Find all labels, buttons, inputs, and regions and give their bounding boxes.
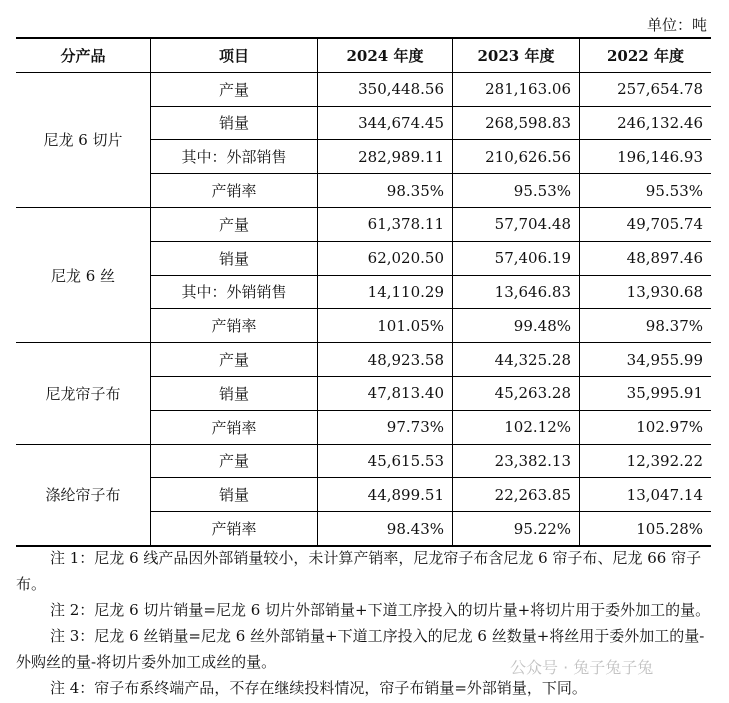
- table-row: [16, 444, 711, 478]
- item-cell: 销量: [151, 106, 318, 140]
- unit-label: 单位：吨: [646, 16, 707, 34]
- value-2024: 48,923.58: [318, 343, 453, 377]
- item-cell: 产量: [151, 444, 318, 478]
- value-2022: 196,146.93: [580, 140, 712, 174]
- value-2024: 47,813.40: [318, 376, 453, 410]
- note-1: 注 1：尼龙 6 线产品因外部销量较小，未计算产销率，尼龙帘子布含尼龙 6 帘子布、尼龙 66 帘子布。: [16, 549, 702, 593]
- value-2023: 13,646.83: [453, 275, 580, 309]
- header-item: 项目: [151, 38, 318, 72]
- value-2024: 282,989.11: [318, 140, 453, 174]
- value-2024: 14,110.29: [318, 275, 453, 309]
- table-row: [16, 207, 711, 241]
- value-2022: 95.53%: [580, 174, 712, 208]
- product-cell: 涤纶帘子布: [16, 444, 151, 546]
- value-2024: 61,378.11: [318, 207, 453, 241]
- header-2023: 2023 年度: [453, 38, 580, 72]
- item-cell: 产销率: [151, 309, 318, 343]
- note-4: 注 4：帘子布系终端产品，不存在继续投料情况，帘子布销量=外部销量，下同。: [50, 679, 587, 697]
- item-cell: 产量: [151, 207, 318, 241]
- value-2024: 350,448.56: [318, 72, 453, 106]
- value-2022: 246,132.46: [580, 106, 712, 140]
- note-3: 注 3：尼龙 6 丝销量=尼龙 6 丝外部销量+下道工序投入的尼龙 6 丝数量+将丝用于委外加工的量-外购丝的量-将切片委外加工成丝的量。: [16, 627, 705, 671]
- production-sales-table: [16, 37, 711, 547]
- item-cell: 产销率: [151, 174, 318, 208]
- item-cell: 产销率: [151, 512, 318, 546]
- value-2024: 98.35%: [318, 174, 453, 208]
- item-cell: 其中：外销销售: [151, 275, 318, 309]
- product-cell: 尼龙 6 切片: [16, 72, 151, 207]
- value-2023: 268,598.83: [453, 106, 580, 140]
- value-2024: 98.43%: [318, 512, 453, 546]
- item-cell: 销量: [151, 478, 318, 512]
- value-2024: 62,020.50: [318, 241, 453, 275]
- product-cell: 尼龙帘子布: [16, 343, 151, 444]
- header-2022: 2022 年度: [580, 38, 712, 72]
- value-2022: 105.28%: [580, 512, 712, 546]
- value-2022: 13,930.68: [580, 275, 712, 309]
- value-2023: 23,382.13: [453, 444, 580, 478]
- item-cell: 产量: [151, 343, 318, 377]
- value-2022: 48,897.46: [580, 241, 712, 275]
- value-2022: 35,995.91: [580, 376, 712, 410]
- value-2023: 45,263.28: [453, 376, 580, 410]
- table-row: [16, 72, 711, 106]
- value-2022: 98.37%: [580, 309, 712, 343]
- value-2023: 22,263.85: [453, 478, 580, 512]
- value-2023: 210,626.56: [453, 140, 580, 174]
- value-2024: 45,615.53: [318, 444, 453, 478]
- value-2024: 344,674.45: [318, 106, 453, 140]
- value-2022: 13,047.14: [580, 478, 712, 512]
- value-2024: 97.73%: [318, 410, 453, 444]
- value-2023: 57,704.48: [453, 207, 580, 241]
- value-2023: 95.22%: [453, 512, 580, 546]
- value-2023: 95.53%: [453, 174, 580, 208]
- item-cell: 销量: [151, 376, 318, 410]
- item-cell: 产销率: [151, 410, 318, 444]
- value-2023: 57,406.19: [453, 241, 580, 275]
- value-2024: 44,899.51: [318, 478, 453, 512]
- watermark: 公众号 · 兔子兔子兔: [510, 658, 654, 677]
- value-2023: 44,325.28: [453, 343, 580, 377]
- value-2023: 281,163.06: [453, 72, 580, 106]
- product-cell: 尼龙 6 丝: [16, 207, 151, 342]
- value-2022: 12,392.22: [580, 444, 712, 478]
- value-2022: 34,955.99: [580, 343, 712, 377]
- header-row: [16, 38, 711, 72]
- header-2024: 2024 年度: [318, 38, 453, 72]
- value-2023: 102.12%: [453, 410, 580, 444]
- item-cell: 其中：外部销售: [151, 140, 318, 174]
- item-cell: 产量: [151, 72, 318, 106]
- value-2024: 101.05%: [318, 309, 453, 343]
- item-cell: 销量: [151, 241, 318, 275]
- value-2023: 99.48%: [453, 309, 580, 343]
- table-row: [16, 343, 711, 377]
- header-product: 分产品: [16, 38, 151, 72]
- table-body: [16, 72, 711, 546]
- value-2022: 102.97%: [580, 410, 712, 444]
- value-2022: 49,705.74: [580, 207, 712, 241]
- value-2022: 257,654.78: [580, 72, 712, 106]
- note-2: 注 2：尼龙 6 切片销量=尼龙 6 切片外部销量+下道工序投入的切片量+将切片用于委外加工的量。: [50, 601, 711, 619]
